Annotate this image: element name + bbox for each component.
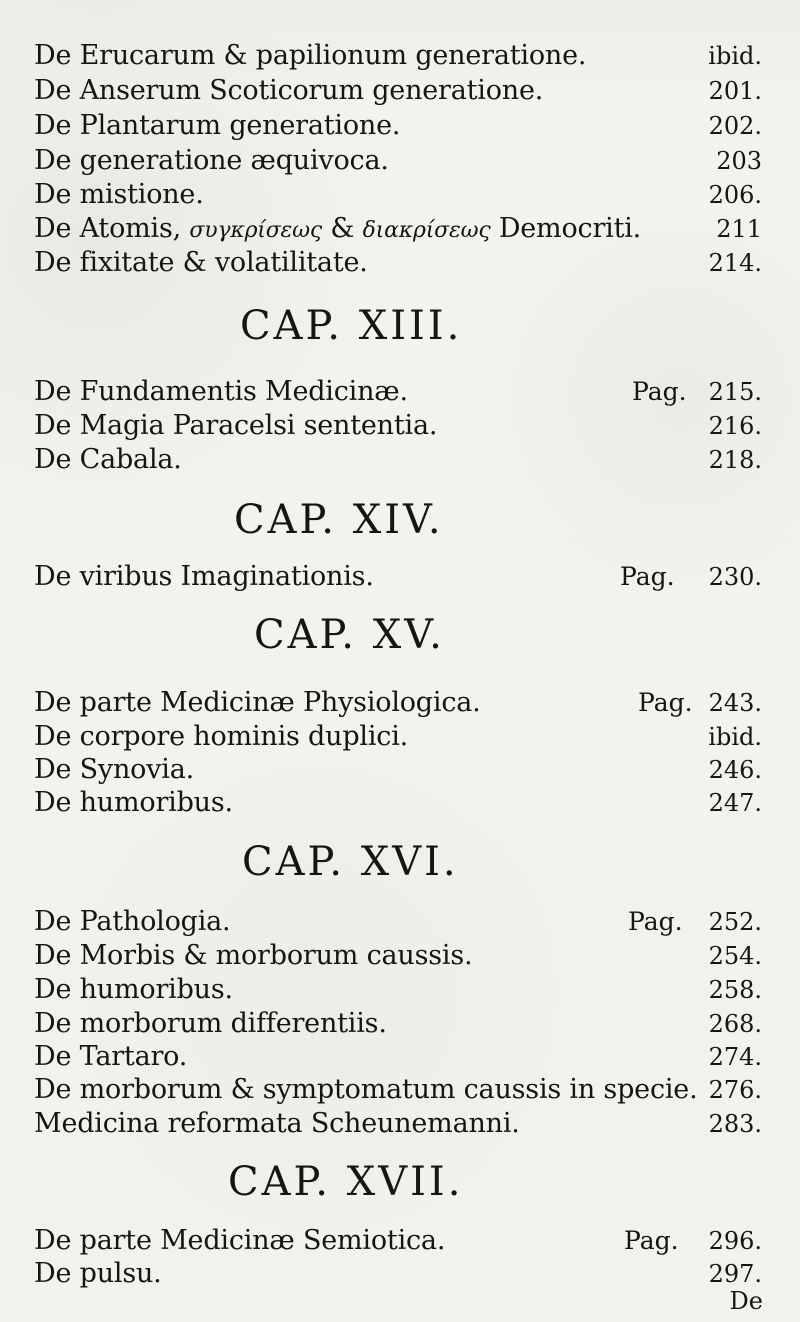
table-row [0, 409, 800, 443]
entry-title: De Magia Paracelsi sententia. [34, 410, 438, 441]
entry-title: De morborum differentiis. [34, 1008, 387, 1039]
entry-title: De corpore hominis duplici. [34, 721, 409, 752]
greek-term: διακρίσεως [362, 218, 491, 243]
entry-title-atomis [34, 212, 641, 248]
entry-title: De Erucarum & papilionum generatione. [34, 40, 587, 71]
entry-title: De Morbis & morborum caussis. [34, 940, 473, 971]
table-row [0, 1040, 800, 1074]
entry-title: De humoribus. [34, 974, 233, 1005]
table-row [0, 905, 800, 939]
page-number: 297. [708, 1260, 762, 1288]
table-row [0, 246, 800, 280]
pag-label: Pag. [632, 377, 687, 406]
chapter-heading: CAP. XV. [254, 612, 445, 658]
entry-title-part: De Atomis, [34, 213, 190, 244]
page-number: 258. [708, 976, 762, 1004]
page-number: 252. [708, 908, 762, 936]
entry-title-part: & [322, 213, 363, 244]
entry-title-part: Democriti. [490, 213, 642, 244]
entry-title: De parte Medicinæ Physiologica. [34, 687, 481, 718]
table-row [0, 720, 800, 754]
entry-title: De Cabala. [34, 444, 182, 475]
page-number: 274. [708, 1043, 762, 1071]
table-row [0, 443, 800, 477]
entry-title: De Tartaro. [34, 1041, 188, 1072]
pag-label: Pag. [638, 688, 693, 717]
page-number: 203 [716, 147, 762, 175]
entry-title: De fixitate & volatilitate. [34, 247, 368, 278]
table-row [0, 1073, 800, 1107]
table-row [0, 1224, 800, 1258]
entry-title: De parte Medicinæ Semiotica. [34, 1225, 446, 1256]
table-row [0, 1007, 800, 1041]
table-row [0, 1107, 800, 1141]
entry-title: De morborum & symptomatum caussis in specie. [34, 1074, 698, 1105]
entry-title: De Pathologia. [34, 906, 231, 937]
table-row [0, 939, 800, 973]
page-number: 215. [708, 378, 762, 406]
table-row [0, 686, 800, 720]
page-number: 206. [708, 181, 762, 209]
page-number: ibid. [708, 42, 762, 70]
entry-title: De Fundamentis Medicinæ. [34, 376, 408, 407]
page-number: ibid. [708, 723, 762, 751]
table-row [0, 753, 800, 787]
table-row [0, 786, 800, 820]
table-row [0, 74, 800, 108]
page-number: 283. [708, 1110, 762, 1138]
page-number: 296. [708, 1227, 762, 1255]
page-number: 216. [708, 412, 762, 440]
table-row [0, 375, 800, 409]
page-number: 201. [708, 77, 762, 105]
page-number: 218. [708, 446, 762, 474]
entry-title: Medicina reformata Scheunemanni. [34, 1108, 520, 1139]
chapter-heading: CAP. XVII. [228, 1159, 464, 1205]
table-row [0, 178, 800, 212]
entry-title: De Synovia. [34, 754, 194, 785]
entry-title: De Plantarum generatione. [34, 110, 401, 141]
table-row [0, 39, 800, 73]
entry-title: De pulsu. [34, 1258, 162, 1289]
chapter-heading: CAP. XVI. [242, 839, 459, 885]
page-number: 254. [708, 942, 762, 970]
greek-term: συγκρίσεως [189, 218, 323, 243]
chapter-heading: CAP. XIV. [234, 497, 444, 543]
table-row [0, 973, 800, 1007]
page-number: 268. [708, 1010, 762, 1038]
table-row [0, 560, 800, 594]
table-row [0, 1257, 800, 1291]
page-number: 214. [708, 249, 762, 277]
pag-label: Pag. [620, 562, 675, 591]
pag-label: Pag. [624, 1226, 679, 1255]
page-number: 247. [708, 789, 762, 817]
pag-label: Pag. [628, 907, 683, 936]
page-number: 276. [708, 1076, 762, 1104]
catchword: De [729, 1287, 763, 1315]
entry-title: De viribus Imaginationis. [34, 561, 374, 592]
entry-title: De Anserum Scoticorum generatione. [34, 75, 544, 106]
table-row [0, 109, 800, 143]
entry-title: De mistione. [34, 179, 204, 210]
page-number: 211 [716, 215, 762, 243]
page-number: 246. [708, 756, 762, 784]
chapter-heading: CAP. XIII. [240, 303, 463, 349]
page-number: 230. [708, 563, 762, 591]
table-row [0, 144, 800, 178]
entry-title: De generatione æquivoca. [34, 145, 389, 176]
page-number: 243. [708, 689, 762, 717]
table-row [0, 212, 800, 246]
entry-title: De humoribus. [34, 787, 233, 818]
page-number: 202. [708, 112, 762, 140]
